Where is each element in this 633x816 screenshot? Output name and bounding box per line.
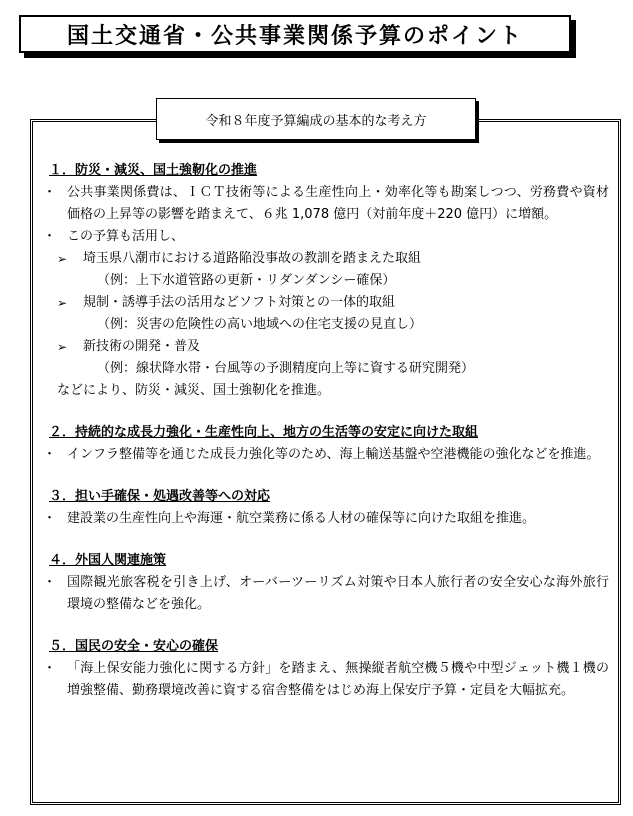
section-2 [43,422,609,466]
bullet-text: インフラ整備等を通じた成長力強化等のため、海上輸送基盤や空港機能の強化などを推進。 [67,447,600,462]
example-text: （例：上下水道管路の更新・リダンダンシー確保） [97,273,396,288]
bullet-text: 「海上保安能力強化に関する方針」を踏まえ、無操縦者航空機５機や中型ジェット機１機の増強整備、勤務環境改善に資する宿舎整備をはじめ海上保安庁予算・定員を大幅拡充。 [67,661,609,698]
section-heading: １．防災・減災、国土強靭化の推進 [49,163,258,178]
section-5 [43,636,609,702]
arrow-icon: ➢ [57,340,68,354]
arrow-item-text: 規制・誘導手法の活用などソフト対策との一体的取組 [83,295,396,310]
section-heading: ２．持続的な成長力強化・生産性向上、地方の生活等の安定に向けた取組 [49,425,479,440]
bullet-mark: ・ [43,575,57,590]
bullet-text: 国際観光旅客税を引き上げ、オーバーツーリズム対策や日本人旅行者の安全安心な海外旅行環境の整備などを強化。 [67,575,609,612]
page-title: 国土交通省・公共事業関係予算のポイント [66,23,523,49]
section-1 [43,160,609,402]
bullet-text: 建設業の生産性向上や海運・航空業務に係る人材の確保等に向けた取組を推進。 [67,511,536,526]
bullet-mark: ・ [43,661,57,676]
bullet-mark: ・ [43,447,57,462]
subtitle-box [156,98,476,140]
section-heading: ３．担い手確保・処遇改善等への対応 [49,489,271,504]
arrow-item [57,336,609,358]
title-box [19,15,571,53]
bullet-item [43,572,609,616]
arrow-item [57,248,609,270]
section-heading: ５．国民の安全・安心の確保 [49,639,219,654]
bullet-item [43,182,609,226]
arrow-icon: ➢ [57,252,68,266]
content-body [43,160,609,722]
bullet-item [43,508,609,530]
bullet-mark: ・ [43,185,57,200]
bullet-item [43,444,609,466]
example-text: （例：災害の危険性の高い地域への住宅支援の見直し） [97,317,423,332]
bullet-text: この予算も活用し、 [67,229,185,244]
bullet-mark: ・ [43,511,57,526]
example-text: （例：線状降水帯・台風等の予測精度向上等に資する研究開発） [97,361,475,376]
page-subtitle: 令和８年度予算編成の基本的な考え方 [205,113,427,129]
bullet-mark: ・ [43,229,57,244]
bullet-item [43,226,609,248]
arrow-item-text: 埼玉県八潮市における道路陥没事故の教訓を踏まえた取組 [83,251,422,266]
section-3 [43,486,609,530]
bullet-text: 公共事業関係費は、ＩＣＴ技術等による生産性向上・効率化等も勘案しつつ、労務費や資材価格の上昇等の影響を踏まえて、６兆 1,078 億円（対前年度＋220 億円）に増額。 [67,185,609,222]
arrow-icon: ➢ [57,296,68,310]
closing-text: などにより、防災・減災、国土強靭化を推進。 [57,383,331,398]
section-4 [43,550,609,616]
bullet-item [43,658,609,702]
arrow-item [57,292,609,314]
arrow-item-text: 新技術の開発・普及 [83,339,201,354]
section-heading: ４．外国人関連施策 [49,553,167,568]
